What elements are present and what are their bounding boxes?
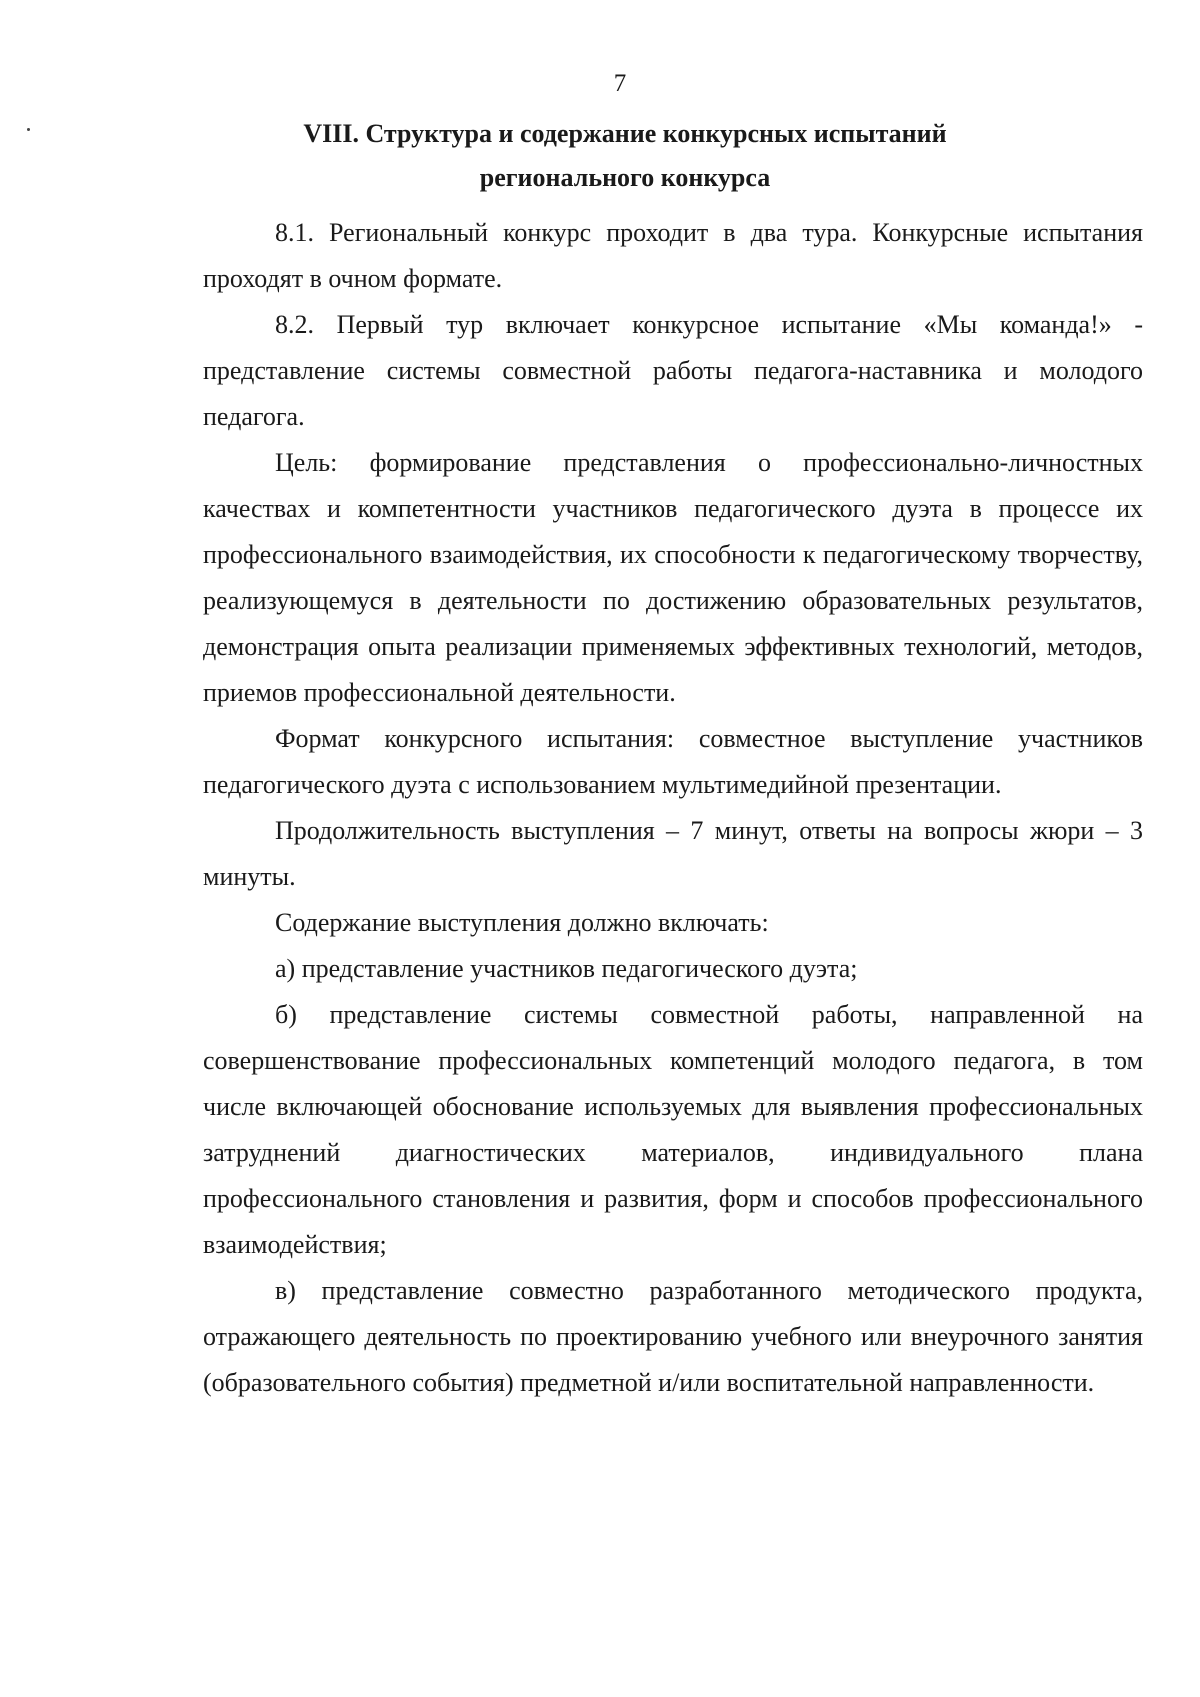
document-body (203, 210, 1143, 1406)
paragraph-goal: Цель: формирование представления о профессионально-личностных качествах и компетентности участников педагогического дуэта в процессе их профессионального взаимодействия, их способности к педагогическому творчеству, реализующемуся в деятельности по достижению образовательных результатов, демонстрация опыта реализации применяемых эффективных технологий, методов, приемов профессиональной деятельности. (203, 448, 1143, 707)
list-item-b: б) представление системы совместной работы, направленной на совершенствование профессиональных компетенций молодого педагога, в том числе включающей обоснование используемых для выявления профессиональных затруднений диагностических материалов, индивидуального плана профессионального становления и развития, форм и способов профессионального взаимодействия; (203, 1000, 1143, 1259)
paragraph-8-2: 8.2. Первый тур включает конкурсное испытание «Мы команда!» - представление системы совместной работы педагога-наставника и молодого педагога. (203, 310, 1143, 431)
section-title-line-1: VIII. Структура и содержание конкурсных испытаний (303, 119, 947, 148)
scan-speck (27, 128, 30, 131)
section-title (190, 112, 1060, 200)
paragraph-duration: Продолжительность выступления – 7 минут, ответы на вопросы жюри – 3 минуты. (203, 816, 1143, 891)
paragraph-8-1: 8.1. Региональный конкурс проходит в два тура. Конкурсные испытания проходят в очном формате. (203, 218, 1143, 293)
section-title-line-2: регионального конкурса (479, 163, 771, 192)
list-item-a: а) представление участников педагогического дуэта; (275, 954, 858, 983)
page-number: 7 (613, 70, 627, 97)
list-item-v: в) представление совместно разработанного методического продукта, отражающего деятельность по проектированию учебного или внеурочного занятия (образовательного события) предметной и/или воспитательной направленности. (203, 1276, 1143, 1397)
paragraph-content-intro: Содержание выступления должно включать: (275, 908, 769, 937)
paragraph-format: Формат конкурсного испытания: совместное выступление участников педагогического дуэта с использованием мультимедийной презентации. (203, 724, 1143, 799)
